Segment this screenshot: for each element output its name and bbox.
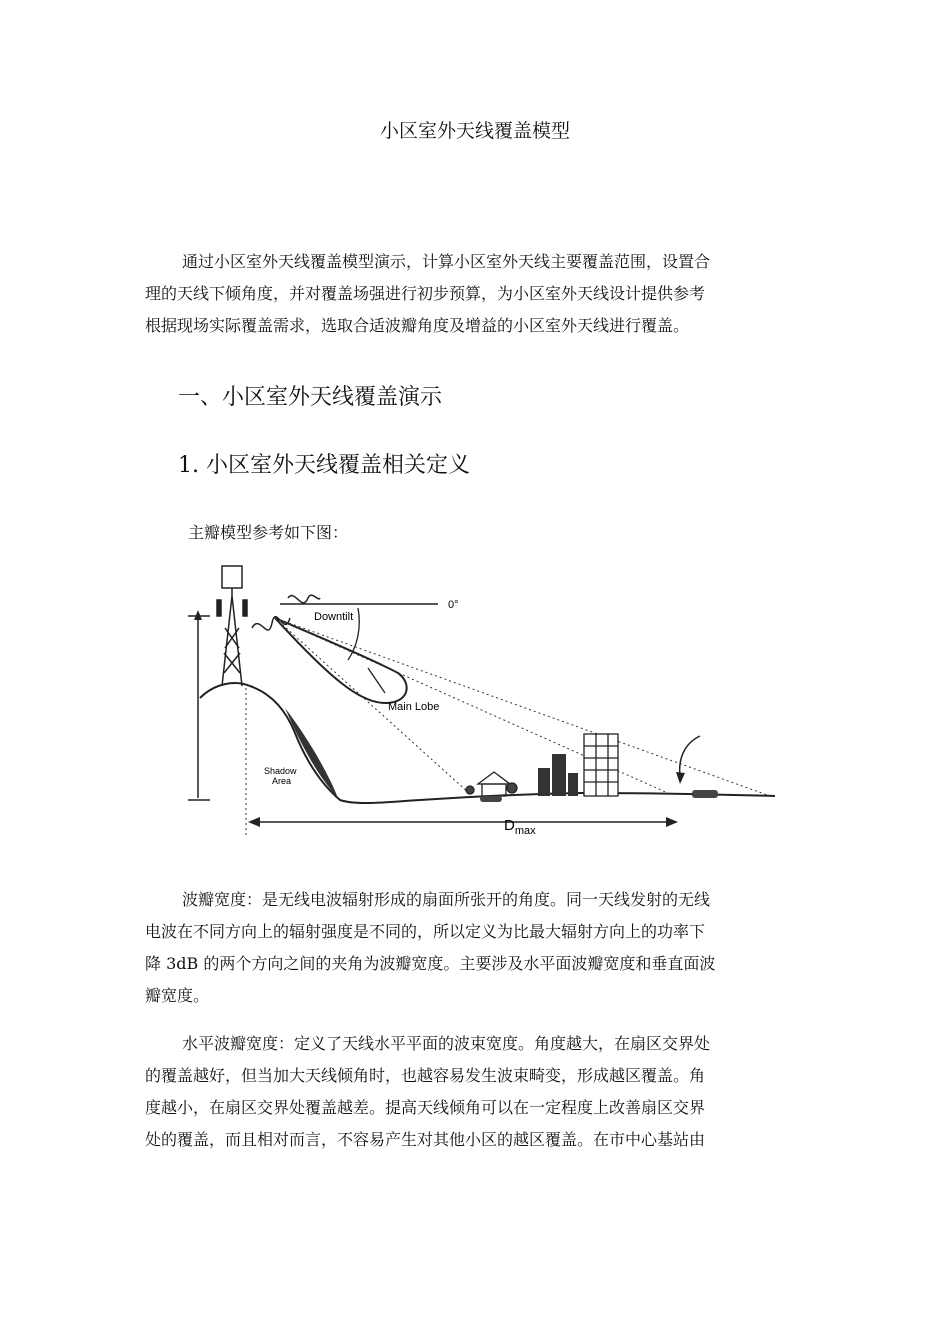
text-line: 理的天线下倾角度，并对覆盖场强进行初步预算，为小区室外天线设计提供参考: [145, 284, 706, 303]
figure-caption: 主瓣模型参考如下图：: [188, 523, 349, 542]
antenna-coverage-diagram: [180, 558, 780, 840]
section-heading: 一、小区室外天线覆盖演示: [178, 385, 443, 410]
dmax-label: $D_{max}$: [504, 817, 536, 837]
text-line: 水平波瓣宽度：定义了天线水平平面的波束宽度。角度越大，在扇区交界处: [182, 1034, 711, 1053]
car-icon: [480, 796, 502, 802]
text-line: 根据现场实际覆盖需求，选取合适波瓣角度及增益的小区室外天线进行覆盖。: [145, 316, 690, 335]
zero-degree-label: 0°: [448, 599, 459, 611]
text-line: 降 3dB 的两个方向之间的夹角为波瓣宽度。主要涉及水平面波瓣宽度和垂直面波: [145, 954, 716, 973]
text-line: 通过小区室外天线覆盖模型演示，计算小区室外天线主要覆盖范围，设置合: [182, 252, 711, 271]
side-lobe: [288, 595, 320, 603]
office-building-icon: [584, 734, 618, 796]
pointer-arrow: [680, 736, 700, 776]
tower-icon: [217, 566, 247, 686]
city-buildings-icon: [538, 754, 578, 796]
main-lobe-label: Main Lobe: [388, 701, 440, 713]
coverage-rays: [275, 618, 770, 796]
shadow-label: Area: [272, 776, 292, 786]
car-icon: [692, 790, 718, 798]
shadow-label: Shadow: [264, 766, 297, 776]
text-line: 瓣宽度。: [145, 986, 210, 1005]
text-line: 电波在不同方向上的辐射强度是不同的，所以定义为比最大辐射方向上的功率下: [145, 922, 706, 941]
main-lobe-shape: [275, 618, 407, 703]
subsection-heading: 1. 小区室外天线覆盖相关定义: [178, 453, 470, 478]
text-line: 度越小，在扇区交界处覆盖越差。提高天线倾角可以在一定程度上改善扇区交界: [145, 1098, 706, 1117]
arrow-head-icon: [194, 610, 202, 620]
house-icon: [466, 772, 517, 796]
beamwidth-paragraph: [145, 884, 810, 1012]
text-line: 处的覆盖，而且相对而言，不容易产生对其他小区的越区覆盖。在市中心基站由: [145, 1130, 706, 1149]
text-line: 波瓣宽度：是无线电波辐射形成的扇面所张开的角度。同一天线发射的无线: [182, 890, 711, 909]
text-line: 的覆盖越好，但当加大天线倾角时，也越容易发生波束畸变，形成越区覆盖。角: [145, 1066, 706, 1085]
intro-paragraph: [145, 246, 810, 342]
shadow-area: [285, 708, 338, 798]
downtilt-label: Downtilt: [314, 611, 354, 623]
horizontal-beamwidth-paragraph: [145, 1028, 810, 1156]
page-title: 小区室外天线覆盖模型: [379, 120, 570, 142]
